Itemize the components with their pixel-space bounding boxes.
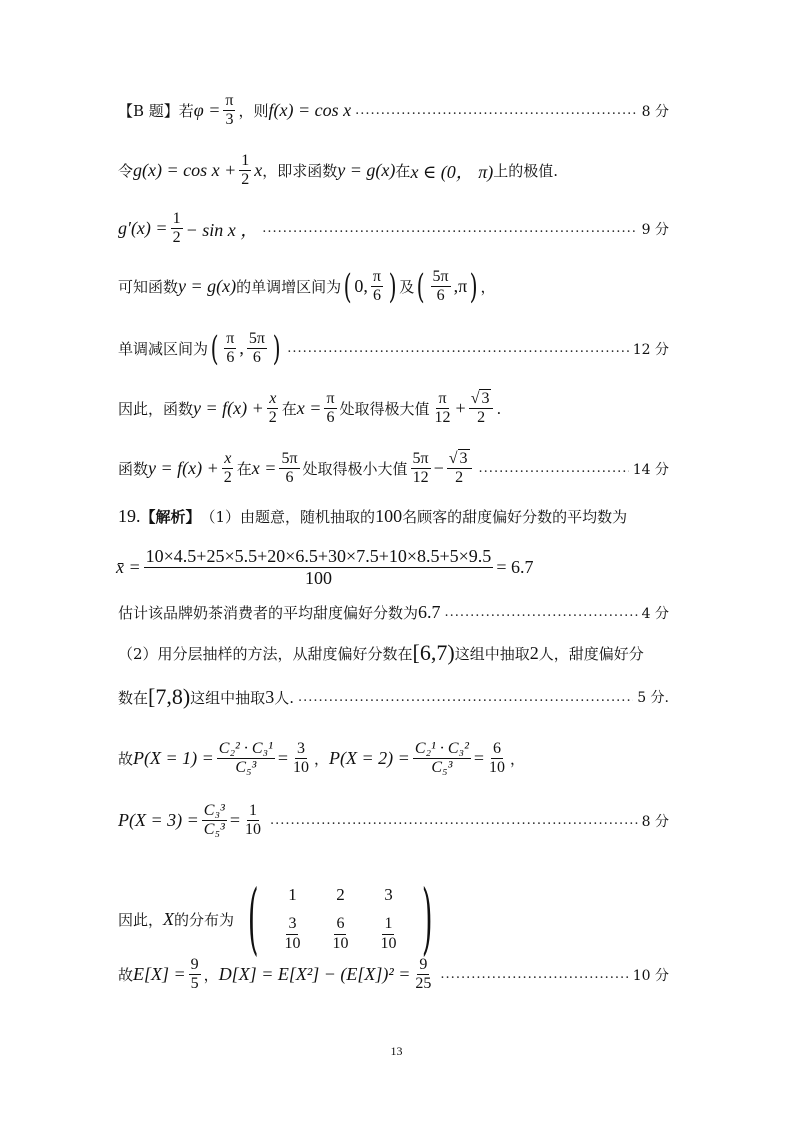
gx-expr: g(x) = cos x + — [133, 160, 237, 181]
leader-dots — [445, 605, 638, 620]
paren-left: ( — [210, 328, 219, 369]
five-pi-over-12 — [411, 450, 431, 488]
frac-num: 3 — [286, 915, 298, 934]
n1-value: 2 — [529, 642, 539, 663]
yf-expr: y = f(x) + — [193, 398, 264, 419]
px1-px2-line — [118, 740, 669, 778]
frac-den: 2 — [241, 171, 250, 189]
phi-eq: φ = — [193, 100, 221, 121]
frac-den: 10 — [284, 934, 301, 952]
then-text: ，则 — [238, 102, 269, 121]
p1-expr: P(X = 1) = — [133, 748, 214, 769]
ygx-expr: y = g(x) — [178, 276, 237, 297]
g-def-line — [118, 152, 669, 190]
text: 因此， — [118, 910, 164, 929]
frac-num: C₃³ — [202, 802, 227, 821]
p3-expr: P(X = 3) = — [118, 810, 199, 831]
eq: = — [473, 748, 485, 769]
pi-over-6 — [371, 268, 383, 306]
frac-num: 1 — [171, 210, 183, 229]
text: 处取得极小大值 — [302, 460, 408, 479]
eq: = — [229, 810, 240, 831]
frac-num: 1 — [247, 802, 259, 821]
matrix-cell: 1 — [288, 885, 297, 905]
x-over-2 — [267, 390, 279, 428]
matrix-cell — [282, 915, 302, 953]
frac-den: 12 — [434, 409, 451, 427]
frac-num: π — [371, 268, 383, 287]
score: 5 分. — [637, 690, 669, 706]
mean-result: = 6.7 — [496, 556, 534, 577]
mean-formula-line — [116, 546, 669, 588]
frac-num: C₂¹ · C₃² — [413, 740, 471, 759]
b-question-label: 【B 题】若 — [118, 102, 194, 121]
score: 8 分 — [641, 103, 669, 120]
frac-num: 5π — [279, 450, 299, 469]
comma: ， — [203, 966, 219, 985]
pi-end: ,π — [453, 276, 468, 297]
frac-den: 6 — [436, 287, 445, 305]
in-text: 在 — [395, 162, 411, 181]
frac-num: 9 — [417, 956, 429, 975]
frac-num: π — [436, 390, 448, 409]
page-number: 13 — [390, 1044, 403, 1058]
frac-den: 2 — [455, 469, 464, 487]
frac-den: C₅³ — [203, 821, 225, 839]
frac-num: π — [224, 330, 236, 349]
comb-frac-2 — [413, 740, 471, 778]
frac-den: 25 — [415, 975, 432, 993]
text: （2）用分层抽样的方法，从甜度偏好分数在 — [118, 644, 413, 663]
stratified-line — [118, 640, 669, 666]
comb-frac-3 — [202, 802, 227, 840]
matrix-cell — [330, 915, 350, 953]
frac-num: π — [223, 92, 235, 111]
score: 9 分 — [641, 221, 669, 238]
leader-dots — [287, 341, 629, 356]
frac-num: π — [324, 390, 336, 409]
decreasing-line — [118, 330, 669, 368]
estimate-line — [118, 602, 669, 623]
text: （1）由题意，随机抽取的 — [200, 508, 376, 526]
frac-den: 100 — [304, 567, 332, 588]
text: 的单调增区间为 — [236, 278, 342, 297]
sqrt-arg: 3 — [481, 390, 490, 407]
q19-tag: 【解析】 — [140, 508, 201, 526]
text: 数在 — [118, 688, 149, 707]
text: 处取得极大值 — [339, 400, 430, 419]
matrix-cell: 2 — [336, 885, 345, 905]
mean-fraction — [144, 546, 494, 588]
n-value: 100 — [375, 506, 403, 526]
plus: + — [455, 398, 466, 419]
frac-num: x — [267, 390, 278, 409]
leader-dots — [262, 221, 637, 236]
one-tenth — [243, 802, 263, 840]
frac-num: 3 — [295, 740, 307, 759]
text: 估计该品牌奶茶消费者的平均甜度偏好分数为 — [118, 604, 419, 622]
comb-frac-1 — [217, 740, 275, 778]
yf-expr: y = f(x) + — [148, 458, 219, 479]
px3-line — [118, 802, 669, 840]
frac-den: 10 — [489, 759, 506, 777]
text: 因此，函数 — [118, 400, 194, 419]
sqrt3-over-2 — [447, 450, 472, 488]
three-tenths — [291, 740, 311, 778]
score: 10 分 — [632, 967, 669, 984]
frac-num: 5π — [431, 268, 451, 287]
x-var: X — [163, 908, 175, 929]
frac-den: 10 — [332, 934, 349, 952]
frac-den: 6 — [326, 409, 335, 427]
text: 函数 — [118, 460, 149, 479]
score: 14 分 — [632, 461, 669, 478]
frac-num: 1 — [382, 915, 394, 934]
frac-den: 12 — [412, 469, 429, 487]
dx-expr: D[X] = E[X²] − (E[X])² = — [218, 964, 411, 985]
xeq-expr: x = — [251, 458, 277, 479]
frac-num: 6 — [334, 915, 346, 934]
frac-num: 5π — [247, 330, 267, 349]
gu-text: 故 — [118, 750, 134, 769]
at-text: 在 — [281, 400, 297, 419]
pi-over-6 — [324, 390, 336, 428]
ex-expr: E[X] = — [133, 964, 186, 985]
leader-dots — [440, 967, 628, 982]
sqrt3-over-2 — [469, 390, 494, 428]
frac-num: 9 — [189, 956, 201, 975]
and-text: 及 — [399, 278, 415, 297]
matrix-bracket-left: ( — [247, 874, 259, 964]
text: 名顾客的甜度偏好分数的平均数为 — [402, 508, 628, 526]
frac-den: 10 — [293, 759, 310, 777]
minus: − — [433, 458, 444, 479]
n2-value: 3 — [265, 686, 275, 707]
matrix-grid — [268, 885, 412, 953]
gu-text: 故 — [118, 966, 134, 985]
frac-num: x — [222, 450, 233, 469]
minimum-line — [118, 450, 669, 488]
frac-den: 6 — [285, 469, 294, 487]
at-text: 在 — [236, 460, 252, 479]
paren-left: ( — [343, 266, 352, 307]
xeq-expr: x = — [296, 398, 322, 419]
frac-num: 10×4.5+25×5.5+20×6.5+30×7.5+10×8.5+5×9.5 — [145, 546, 492, 566]
maximum-line — [118, 390, 669, 428]
comma: ， — [510, 750, 526, 769]
interval-1: [6,7) — [412, 640, 455, 665]
tail-text: 上的极值. — [493, 162, 559, 181]
comma: ， — [480, 278, 496, 297]
fx-expr: f(x) = cos x — [268, 100, 352, 121]
pi-over-6 — [224, 330, 236, 368]
score: 4 分 — [641, 605, 669, 622]
frac-num: 1 — [239, 152, 251, 171]
frac-num: 5π — [411, 450, 431, 469]
x-var: x — [254, 160, 263, 181]
gprime-expr: g′(x) = — [118, 218, 168, 239]
frac-den: 2 — [477, 409, 486, 427]
frac-num: 6 — [491, 740, 503, 759]
frac-den: 10 — [380, 934, 397, 952]
frac-den: C₅³ — [431, 759, 453, 777]
interval-2: [7,8) — [148, 684, 191, 709]
stratified-line-2 — [118, 684, 669, 710]
score: 8 分 — [641, 813, 669, 830]
five-pi-over-6 — [247, 330, 267, 368]
text: ，即求函数 — [262, 162, 338, 181]
frac-den: 2 — [223, 469, 232, 487]
pi-over-3 — [223, 92, 235, 130]
text: 人. — [274, 688, 294, 707]
q19-number: 19. — [118, 506, 141, 526]
text: 的分布为 — [174, 910, 235, 929]
q19-line — [118, 506, 669, 527]
frac-den: C₅³ — [235, 759, 257, 777]
period: . — [496, 399, 502, 418]
text: 人，甜度偏好分 — [538, 644, 644, 663]
leader-dots — [479, 461, 629, 476]
pi-over-12 — [433, 390, 453, 428]
frac-den: 10 — [244, 821, 261, 839]
frac-den: 3 — [225, 111, 234, 129]
five-pi-over-6 — [431, 268, 451, 306]
leader-dots — [270, 813, 638, 828]
distribution-matrix — [238, 874, 443, 964]
zero-comma: 0, — [354, 276, 368, 297]
frac-num: √ 3 — [447, 450, 472, 469]
ygx-expr: y = g(x) — [337, 160, 396, 181]
expectation-line — [118, 956, 669, 994]
text: 这组中抽取 — [190, 688, 266, 707]
paren-right: ) — [272, 328, 281, 369]
x-over-2 — [222, 450, 234, 488]
gprime-line — [118, 210, 669, 248]
ling-text: 令 — [118, 162, 134, 181]
eq: = — [277, 748, 289, 769]
sqrt-arg: 3 — [459, 450, 468, 467]
frac-den: 6 — [252, 349, 261, 367]
b-question-line — [118, 92, 669, 130]
increasing-line — [118, 268, 669, 306]
text: 可知函数 — [118, 278, 179, 297]
leader-dots — [298, 690, 633, 705]
xbar: x̄ = — [116, 556, 141, 577]
sin-expr: − sin x ， — [185, 219, 259, 240]
six-tenths — [487, 740, 507, 778]
frac-den: 5 — [190, 975, 199, 993]
comma-sep: , — [239, 338, 244, 359]
p2-expr: P(X = 2) = — [329, 748, 410, 769]
text: 这组中抽取 — [454, 644, 530, 663]
frac-den: 2 — [268, 409, 277, 427]
leader-dots — [355, 103, 638, 118]
frac-num: √ 3 — [469, 390, 494, 409]
nine-fifths — [189, 956, 201, 994]
comma: ， — [314, 750, 330, 769]
range-expr: x ∈ (0， π) — [410, 161, 494, 182]
frac-den: 6 — [226, 349, 235, 367]
est-value: 6.7 — [418, 602, 441, 622]
paren-right: ) — [388, 266, 397, 307]
text: 单调减区间为 — [118, 340, 209, 359]
five-pi-over-6 — [279, 450, 299, 488]
paren-left: ( — [416, 266, 425, 307]
frac-den: 6 — [372, 287, 381, 305]
nine-25ths — [413, 956, 433, 994]
matrix-bracket-right: ) — [422, 874, 434, 964]
one-half — [171, 210, 183, 248]
matrix-cell: 3 — [384, 885, 393, 905]
score: 12 分 — [632, 341, 669, 358]
paren-right: ) — [469, 266, 478, 307]
distribution-line — [118, 874, 669, 964]
one-half — [239, 152, 251, 190]
frac-num: C₂² · C₃¹ — [217, 740, 275, 759]
matrix-cell — [378, 915, 398, 953]
frac-den: 2 — [172, 229, 181, 247]
